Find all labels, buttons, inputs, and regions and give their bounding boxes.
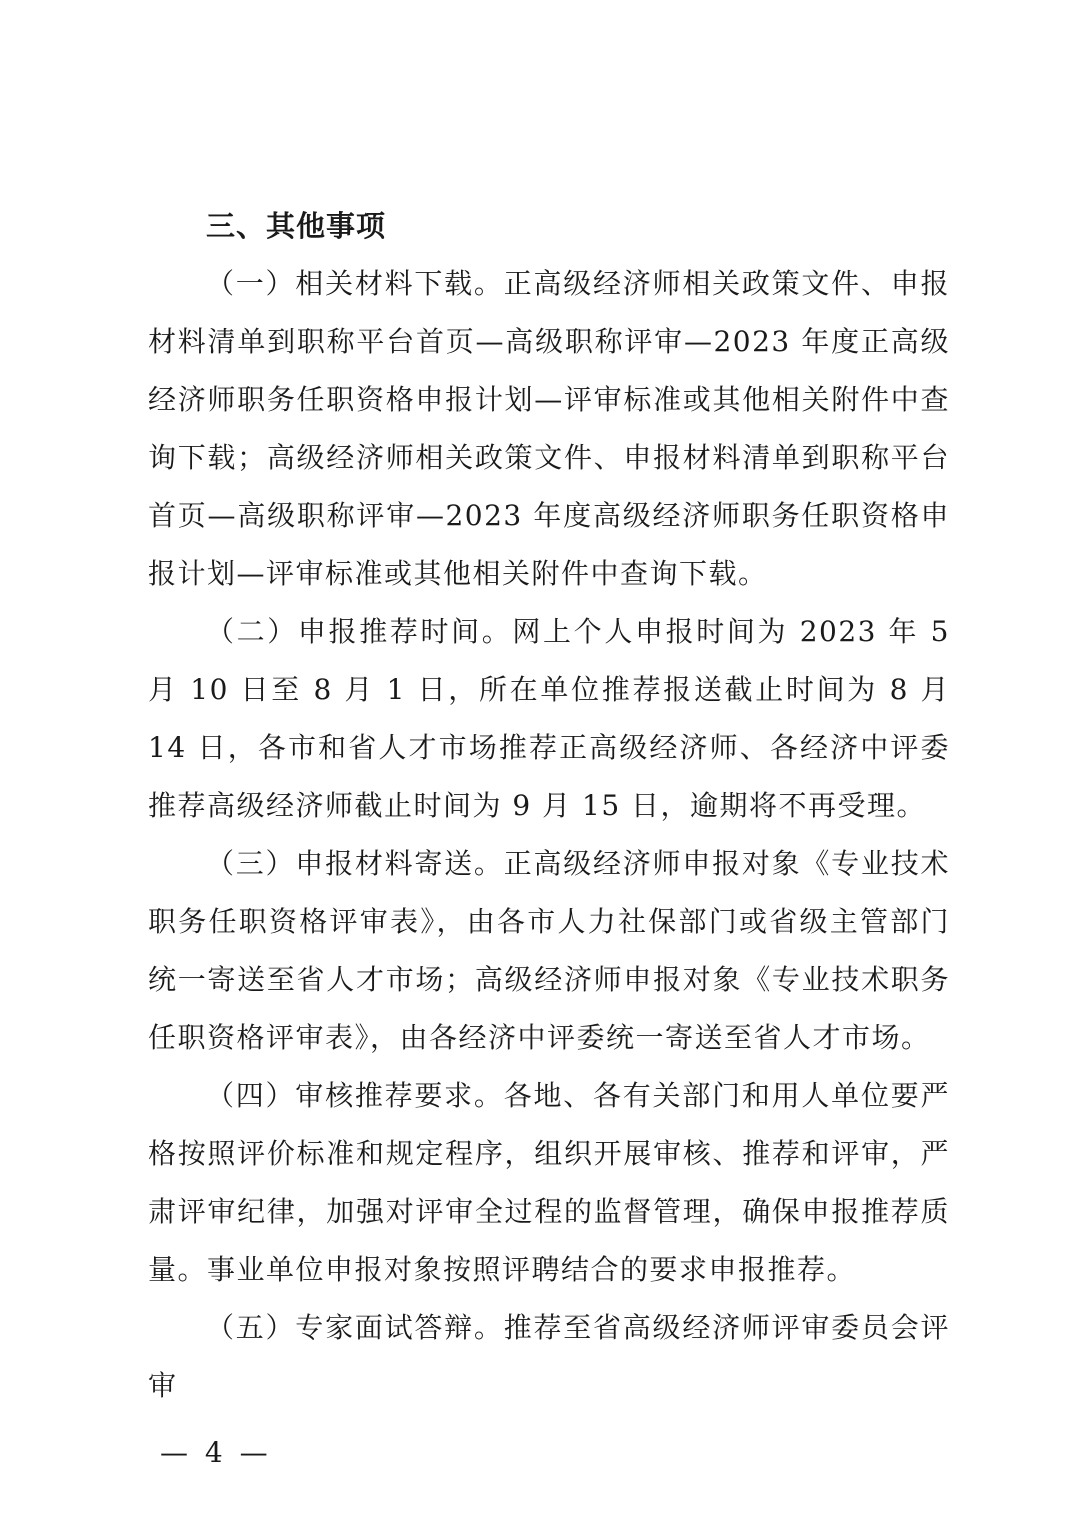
paragraph-materials-download: （一）相关材料下载。正高级经济师相关政策文件、申报材料清单到职称平台首页—高级职称评审—2023 年度正高级经济师职务任职资格申报计划—评审标准或其他相关附件中查询下载；高级经济师相关政策文件、申报材料清单到职称平台首页—高级职称评审—2023 年度高级经济师职务任职资格申报计划—评审标准或其他相关附件中查询下载。 [148, 267, 950, 590]
section-heading: 三、其他事项 [206, 209, 387, 243]
page-number: — 4 — [160, 1436, 272, 1469]
paragraph-application-time: （二）申报推荐时间。网上个人申报时间为 2023 年 5 月 10 日至 8 月 1 日，所在单位推荐报送截止时间为 8 月 14 日，各市和省人才市场推荐正高级经济师、各经济中评委推荐高级经济师截止时间为 9 月 15 日，逾期将不再受理。 [148, 615, 950, 822]
paragraph-review-requirements: （四）审核推荐要求。各地、各有关部门和用人单位要严格按照评价标准和规定程序，组织开展审核、推荐和评审，严肃评审纪律，加强对评审全过程的监督管理，确保申报推荐质量。事业单位申报对象按照评聘结合的要求申报推荐。 [148, 1079, 950, 1286]
paragraph-materials-mailing: （三）申报材料寄送。正高级经济师申报对象《专业技术职务任职资格评审表》，由各市人力社保部门或省级主管部门统一寄送至省人才市场；高级经济师申报对象《专业技术职务任职资格评审表》，由各经济中评委统一寄送至省人才市场。 [148, 847, 950, 1054]
document-body [148, 197, 950, 1415]
paragraph-expert-interview: （五）专家面试答辩。推荐至省高级经济师评审委员会评审 [148, 1311, 950, 1402]
